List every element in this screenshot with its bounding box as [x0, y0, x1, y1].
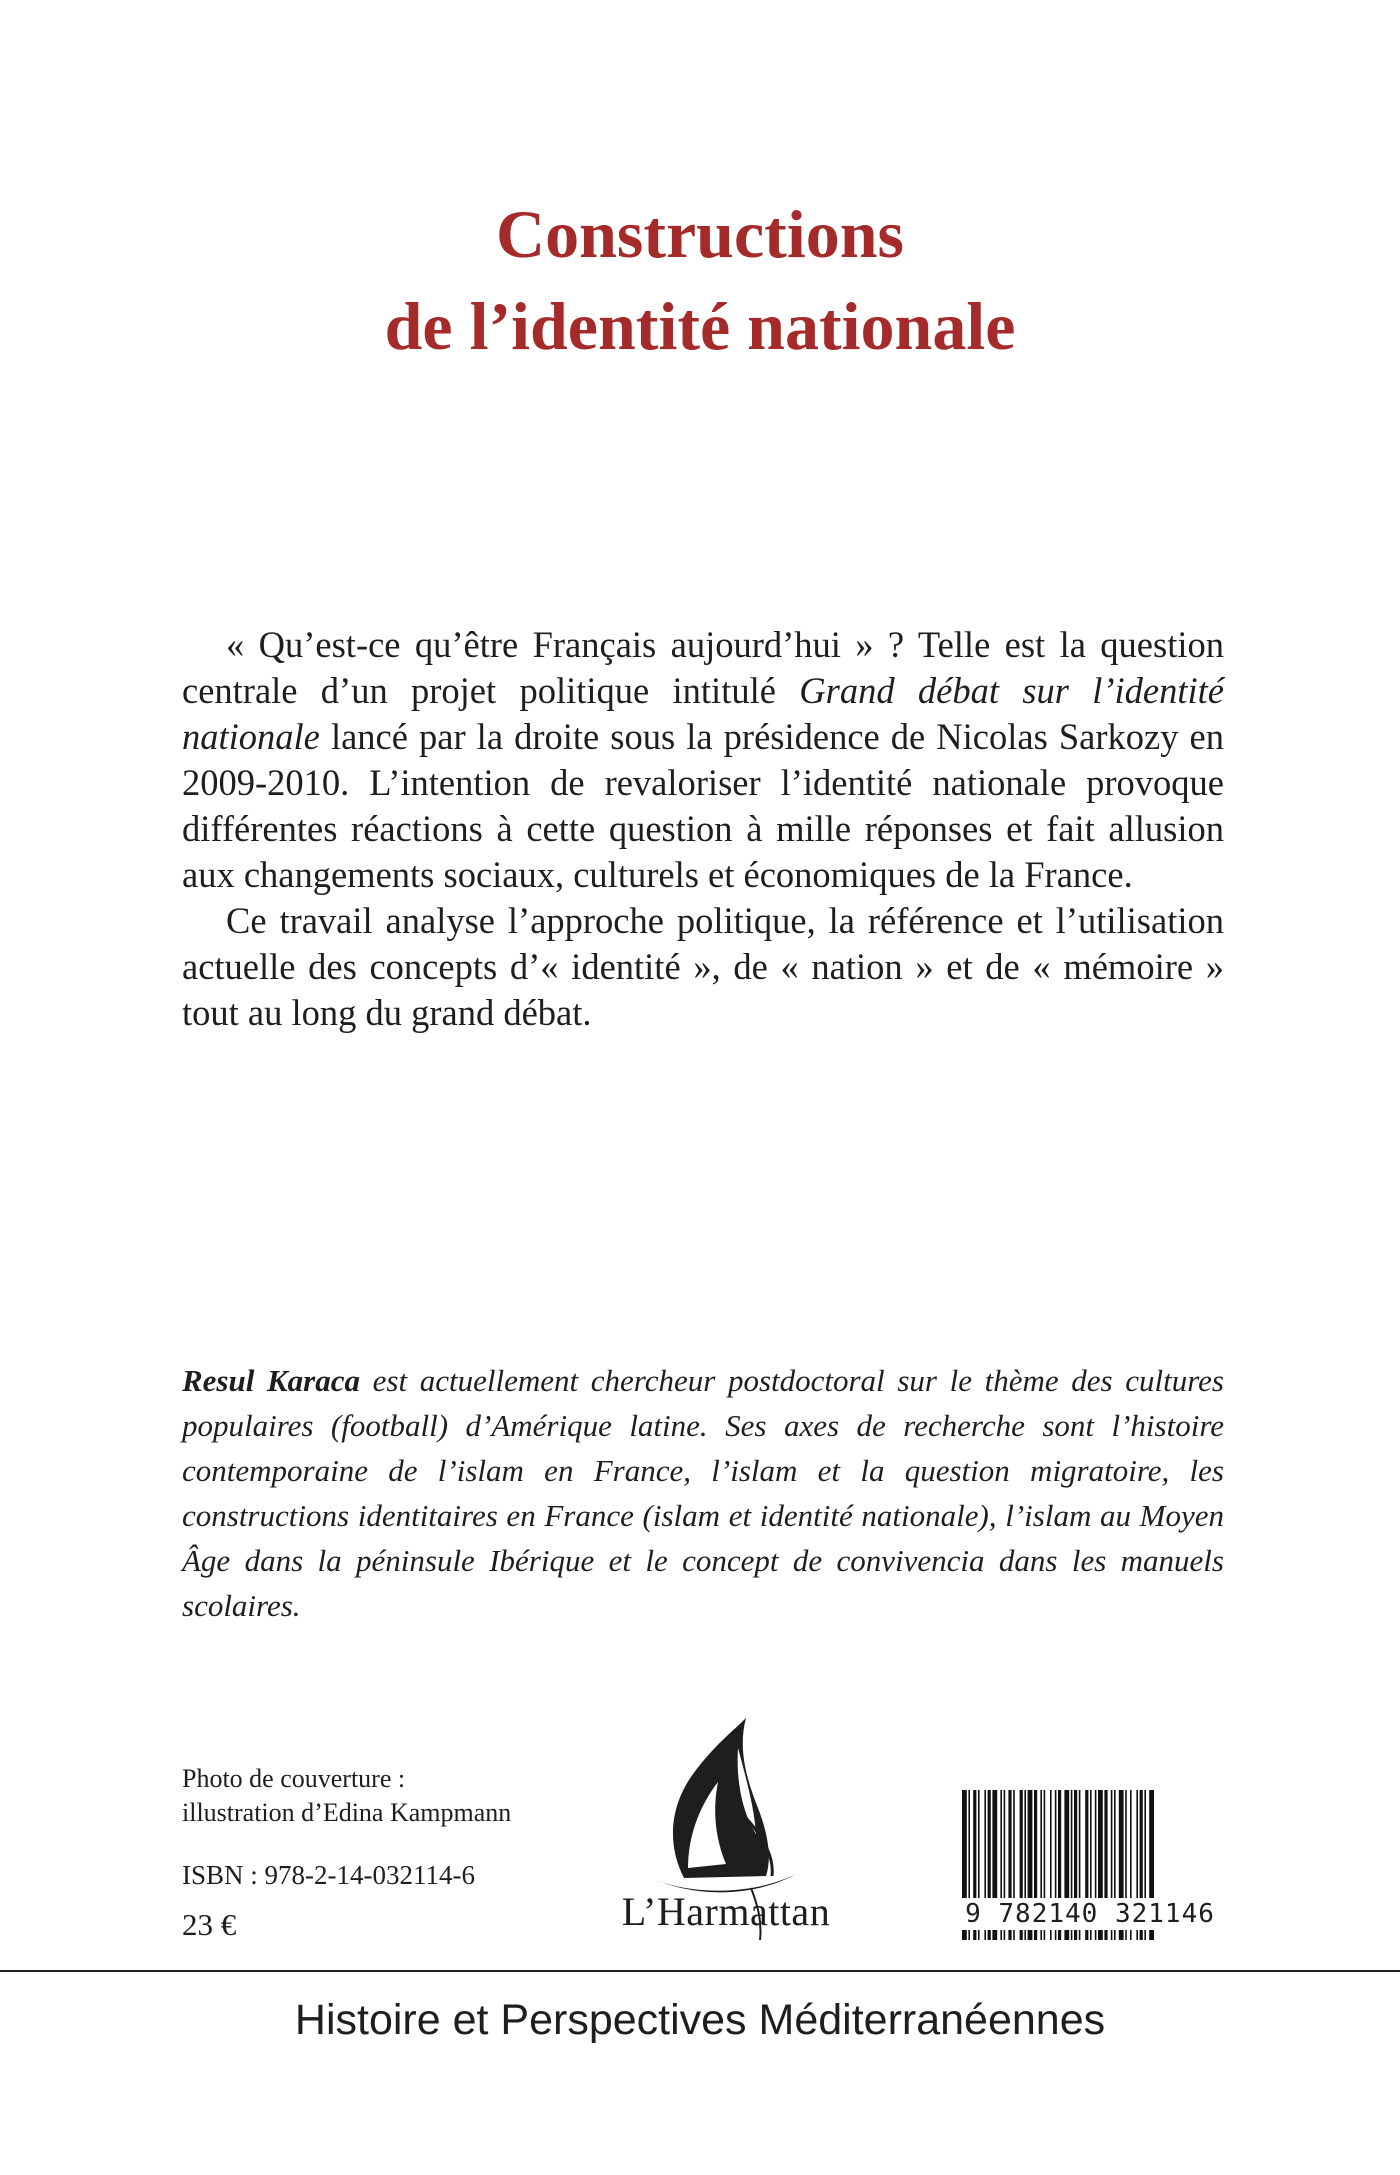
price: 23 €: [182, 1907, 237, 1942]
publisher-name: L’Harmattan: [621, 1889, 831, 1934]
series-title: Histoire et Perspectives Méditerranéennes: [294, 1996, 1106, 2044]
blurb-paragraph-1: [182, 622, 1224, 898]
isbn: ISBN : 978-2-14-032114-6: [182, 1860, 475, 1890]
series-divider: [0, 1970, 1400, 1972]
blurb-p1-end: lancé par la droite sous la présidence de Nicolas Sarkozy en 2009-2010. L’intention de revaloriser l’identité nationale provoque différentes réactions à cette question à mille réponses et fait allusion aux changements sociaux, culturels et économiques de la France.: [182, 716, 1224, 895]
blurb-p1-start: « Qu’est-ce qu’être Français aujourd’hui » ? Telle est la question centrale d’un projet politique intitulé: [182, 624, 1224, 711]
cover-credits: [182, 1762, 511, 1830]
book-title: [0, 188, 1400, 372]
barcode-digits: 9 782140 321146: [950, 1898, 1230, 1930]
author-bio: [182, 1358, 1224, 1628]
back-cover-blurb: [182, 622, 1224, 1036]
credits-line-1: Photo de couverture :: [182, 1764, 406, 1793]
credits-line-2: illustration d’Edina Kampmann: [182, 1798, 512, 1827]
title-line-2: de l’identité nationale: [384, 288, 1016, 364]
title-line-1: Constructions: [495, 196, 905, 272]
author-name: Resul Karaca: [182, 1363, 361, 1398]
blurb-p1-italic: Grand débat sur l’identité nationale: [182, 670, 1224, 757]
author-bio-text: est actuellement chercheur postdoctoral sur le thème des cultures populaires (football) d’Amérique latine. Ses axes de recherche sont l’histoire contemporaine de l’islam en France, l’islam et la question migratoire, les constructions identitaires en France (islam et identité nationale), l’islam au Moyen Âge dans la péninsule Ibérique et le concept de convivencia dans les manuels scolaires.: [182, 1363, 1224, 1623]
blurb-paragraph-2: Ce travail analyse l’approche politique, la référence et l’utilisation actuelle des concepts d’« identité », de « nation » et de « mémoire » tout au long du grand débat.: [182, 900, 1224, 1033]
